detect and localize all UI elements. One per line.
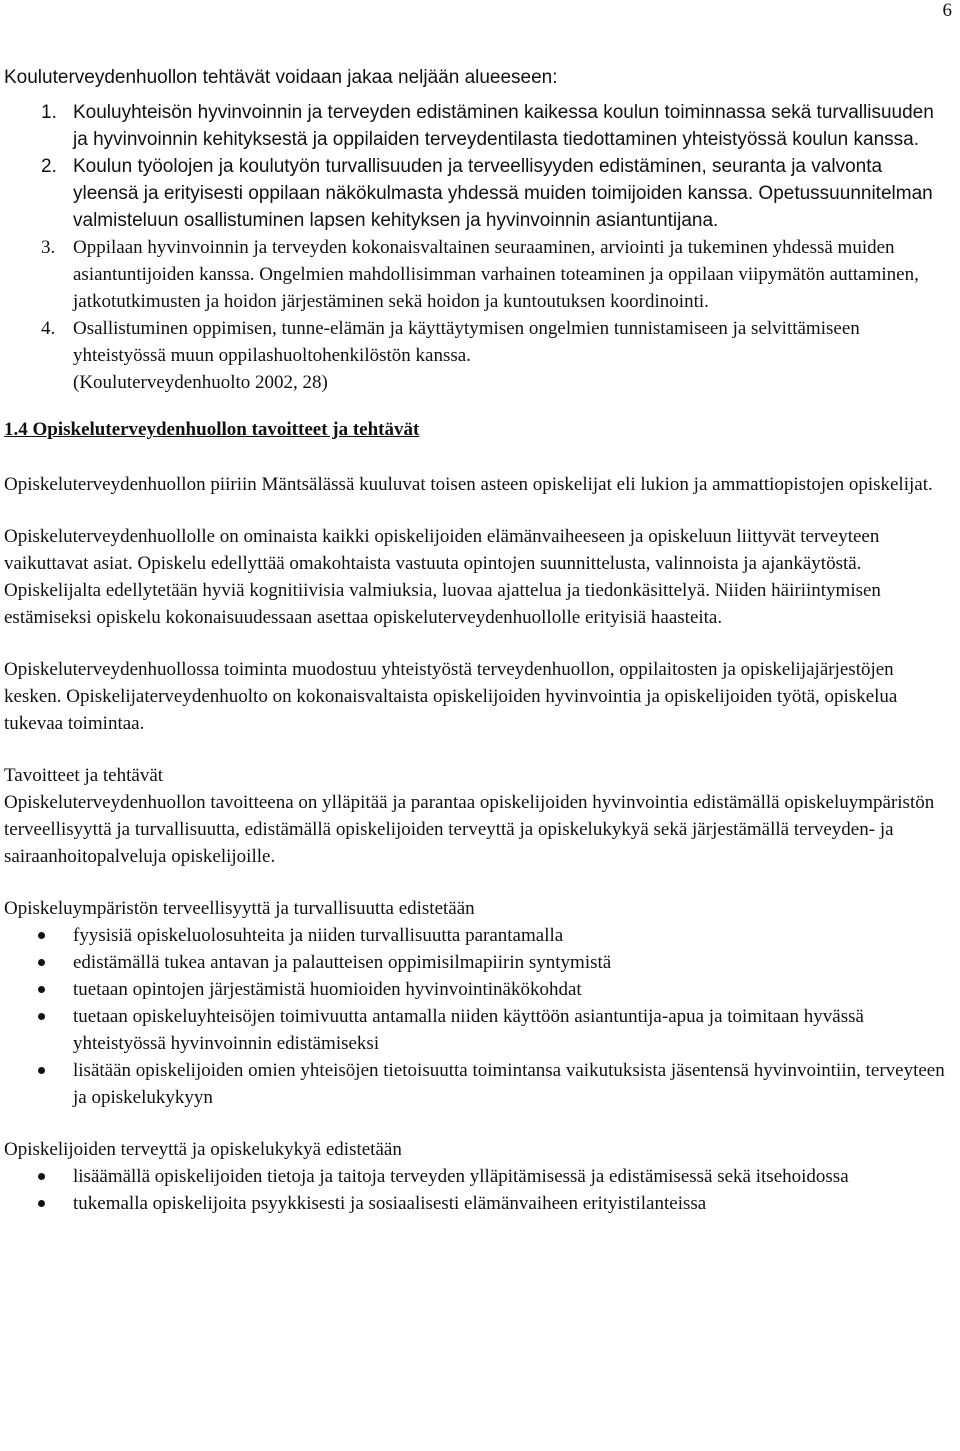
list-item (4, 1163, 952, 1190)
list-item (4, 976, 952, 1003)
item-number: 2. (41, 156, 57, 177)
paragraph-scope: Opiskeluterveydenhuollon piiriin Mäntsälässä kuuluvat toisen asteen opiskelijat eli lukion ja ammattiopistojen opiskelijat. (4, 474, 933, 495)
health-bullets (4, 1163, 952, 1217)
bullet-icon (38, 1200, 45, 1207)
page-number: 6 (942, 0, 952, 21)
item-number: 4. (41, 318, 56, 339)
bullet-text: tuetaan opiskeluyhteisöjen toimivuutta antamalla niiden käyttöön asiantuntija-apua ja toimitaan hyvässä yhteistyössä hyvinvoinnin edistämiseksi (73, 1006, 864, 1054)
bullet-icon (38, 1013, 45, 1020)
bullet-text: tukemalla opiskelijoita psyykkisesti ja sosiaalisesti elämänvaiheen erityistilanteissa (73, 1193, 707, 1214)
item-text: Oppilaan hyvinvoinnin ja terveyden kokonaisvaltainen seuraaminen, arviointi ja tukeminen yhdessä muiden asiantuntijoiden kanssa. Ongelmien mahdollisimman varhainen toteaminen ja oppilaan viipymätön auttaminen, jatkotutkimusten ja hoidon järjestäminen sekä hoidon ja kuntoutuksen koordinointi. (73, 237, 919, 312)
list-item (4, 949, 952, 976)
item-text: Koulun työolojen ja koulutyön turvallisuuden ja terveellisyyden edistäminen, seuranta ja valvonta yleensä ja erityisesti oppilaan näkökulmasta yhdessä muiden toimijoiden kanssa. Opetussuunnitelman valmisteluun osallistuminen lapsen kehityksen ja hyvinvoinnin asiantuntijana. (73, 156, 933, 231)
bullet-icon (38, 986, 45, 993)
environment-title: Opiskeluympäristön terveellisyyttä ja turvallisuutta edistetään (4, 898, 475, 919)
list-item (4, 1003, 952, 1057)
paragraph-cooperation: Opiskeluterveydenhuollossa toiminta muodostuu yhteistyöstä terveydenhuollon, oppilaitosten ja opiskelijajärjestöjen kesken. Opiskelijaterveydenhuolto on kokonaisvaltaista opiskelijoiden hyvinvointia ja opiskelijoiden työtä, opiskelua tukevaa toimintaa. (4, 659, 898, 734)
goals-title: Tavoitteet ja tehtävät (4, 765, 164, 786)
citation: (Kouluterveydenhuolto 2002, 28) (73, 372, 328, 393)
intro-line: Kouluterveydenhuollon tehtävät voidaan jakaa neljään alueeseen: (4, 67, 558, 88)
bullet-icon (38, 1173, 45, 1180)
bullet-text: tuetaan opintojen järjestämistä huomioiden hyvinvointinäkökohdat (73, 979, 582, 1000)
bullet-icon (38, 1067, 45, 1074)
list-item (4, 99, 952, 153)
environment-bullets (4, 922, 952, 1111)
bullet-text: fyysisiä opiskeluolosuhteita ja niiden turvallisuutta parantamalla (73, 925, 564, 946)
item-number: 1. (41, 102, 57, 123)
list-item (4, 1190, 952, 1217)
list-item (4, 315, 952, 396)
paragraph-characteristics: Opiskeluterveydenhuollolle on ominaista kaikki opiskelijoiden elämänvaiheeseen ja opiskeluun liittyvät terveyteen vaikuttavat asiat. Opiskelu edellyttää omakohtaista vastuuta opintojen suunnittelusta, valinnoista ja ajankäytöstä. Opiskelijalta edellytetään hyviä kognitiivisia valmiuksia, luovaa ajattelua ja tiedonkäsittelyä. Niiden häiriintymisen estämiseksi opiskelu kokonaisuudessaan asettaa opiskeluterveydenhuollolle erityisiä haasteita. (4, 526, 881, 628)
tasks-list (4, 99, 952, 396)
list-item (4, 153, 952, 234)
item-text: Kouluyhteisön hyvinvoinnin ja terveyden edistäminen kaikessa koulun toiminnassa sekä turvallisuuden ja hyvinvoinnin kehityksestä ja oppilaiden terveydentilasta tiedottaminen yhteistyössä koulun kanssa. (73, 102, 934, 150)
section-heading: 1.4 Opiskeluterveydenhuollon tavoitteet ja tehtävät (4, 419, 420, 440)
item-text: Osallistuminen oppimisen, tunne-elämän ja käyttäytymisen ongelmien tunnistamiseen ja selvittämiseen yhteistyössä muun oppilashuoltohenkilöstön kanssa. (73, 318, 860, 366)
list-item (4, 234, 952, 315)
bullet-icon (38, 932, 45, 939)
bullet-icon (38, 959, 45, 966)
bullet-text: lisäämällä opiskelijoiden tietoja ja taitoja terveyden ylläpitämisessä ja edistämisessä sekä itsehoidossa (73, 1166, 849, 1187)
health-title: Opiskelijoiden terveyttä ja opiskelukykyä edistetään (4, 1139, 402, 1160)
intro-text (4, 64, 952, 99)
list-item (4, 922, 952, 949)
bullet-text: lisätään opiskelijoiden omien yhteisöjen tietoisuutta toimintansa vaikutuksista jäsentensä hyvinvointiin, terveyteen ja opiskelukykyyn (73, 1060, 945, 1108)
bullet-text: edistämällä tukea antavan ja palautteisen oppimisilmapiirin syntymistä (73, 952, 612, 973)
list-item (4, 1057, 952, 1111)
paragraph-goals: Opiskeluterveydenhuollon tavoitteena on ylläpitää ja parantaa opiskelijoiden hyvinvointia edistämällä opiskeluympäristön terveellisyyttä ja turvallisuutta, edistämällä opiskelijoiden terveyttä ja opiskelukykyä sekä järjestämällä terveyden- ja sairaanhoitopalveluja opiskelijoille. (4, 792, 935, 867)
item-number: 3. (41, 237, 56, 258)
document-body (4, 64, 952, 1217)
